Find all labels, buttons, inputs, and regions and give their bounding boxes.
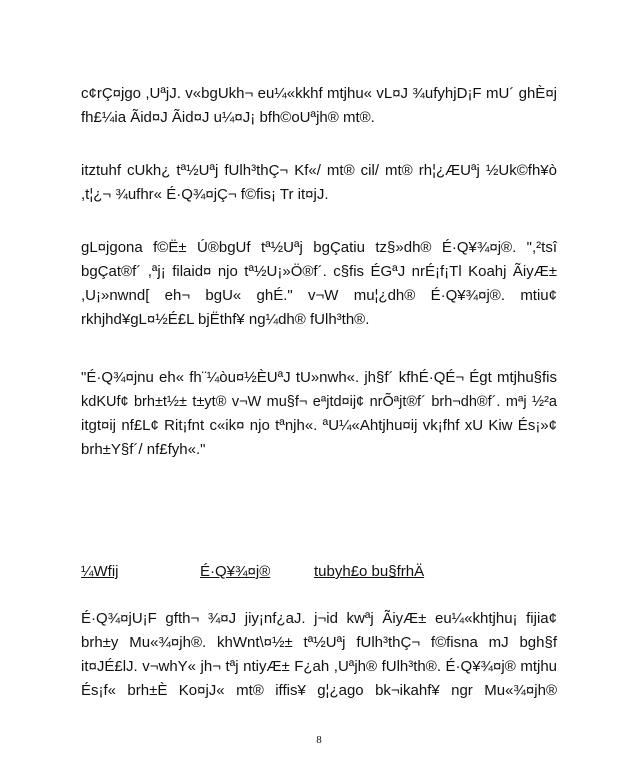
heading-col-2: É·Q¥¾¤j®: [200, 563, 271, 580]
text-line: ,U¡»nwnd[ eh¬ bgU« ghÉ." v¬W mu¦¿dh® É·Q¥¾¤j®. mtiu¢: [81, 287, 557, 304]
section-heading: [0, 560, 638, 584]
page-number: 8: [316, 734, 322, 746]
text-line: É·Q¾¤jU¡F gfth¬ ¾¤J jiy¡nf¿aJ. j¬id kwªj ÃiyÆ± eu¼«khtjhu¡ fijia¢: [81, 610, 557, 627]
text-line: fh£¼ia Ãid¤J Ãid¤J u¼¤J¡ bfh©oUªjh® mt®.: [81, 109, 375, 126]
text-line: "É·Q¾¤jnu eh« fh¨¼òu¤½ÈUªJ tU»nwh«. jh§f´ kfhÉ·QÉ¬ Égt mtjhu§fis: [81, 369, 557, 386]
text-line: c¢rÇ¤jgo ,UªjJ. v«bgUkh¬ eu¼«kkhf mtjhu« vL¤J ¾ufyhjD¡F mU´ ghÈ¤j: [81, 85, 557, 102]
heading-col-3: tubyh£o bu§frhÄ: [314, 563, 425, 580]
text-line: gL¤jgona f©Ë± Ú®bgUf tª½Uªj bgÇatiu tz§»dh® É·Q¥¾¤j®. ",²tsî: [81, 239, 557, 256]
text-line: ,t¦¿¬ ¾ufhr« É·Q¾¤jÇ¬ f©fis¡ Tr it¤jJ.: [81, 186, 329, 203]
heading-col-1: ¼Wfij: [81, 563, 119, 580]
paragraph-5: [81, 607, 557, 703]
text-line: itgt¤ij nf£L¢ Rit¡fnt c«ik¤ njo tªnjh«. ªU¼«Ahtjhu¤ij vk¡fhf xU Kiw És¡»¢: [81, 417, 557, 434]
text-line: kdKUf¢ brh±t½± t±yt® v¬W mu§f¬ eªjtd¤ij¢ nrÕªjt®f´ brh¬dh®f´. mªj ½²a: [81, 394, 557, 410]
text-line: it¤JÉ£lJ. v¬whY« jh¬ tªj ntiyÆ± F¿ah ,Uªjh® fUlh³th®. É·Q¥¾¤j® mtjhu: [81, 658, 557, 675]
text-line: itztuhf cUkh¿ tª½Uªj fUlh³thÇ¬ Kf«/ mt® cil/ mt® rh¦¿ÆUªj ½Uk©fh¥ò: [81, 162, 557, 179]
paragraph-4: [81, 366, 557, 462]
text-line: bgÇat®f´ ,ªj¡ filaid¤ njo tª½U¡»Ö®f´. c§fis ÉGªJ nrÉ¡f¡Tl Koahj ÃiyÆ±: [81, 263, 557, 280]
text-line: És¡f« brh±È Ko¤jJ« mt® iffis¥ g¦¿ago bk¬ikahf¥ ngr Mu«¾¤jh®: [81, 682, 557, 699]
text-line: brh±Y§f´/ nf£fyh«.": [81, 441, 206, 458]
text-line: brh±y Mu«¾¤jh®. khWnt\¤½± tª½Uªj fUlh³thÇ¬ f©fisna mJ bgh§f: [81, 634, 557, 651]
paragraph-2: [81, 159, 557, 207]
text-line: rkhjhd¥gL¤½É£L bjËthf¥ ng¼dh® fUlh³th®.: [81, 311, 370, 328]
paragraph-1: [81, 82, 557, 130]
paragraph-3: [81, 236, 557, 332]
